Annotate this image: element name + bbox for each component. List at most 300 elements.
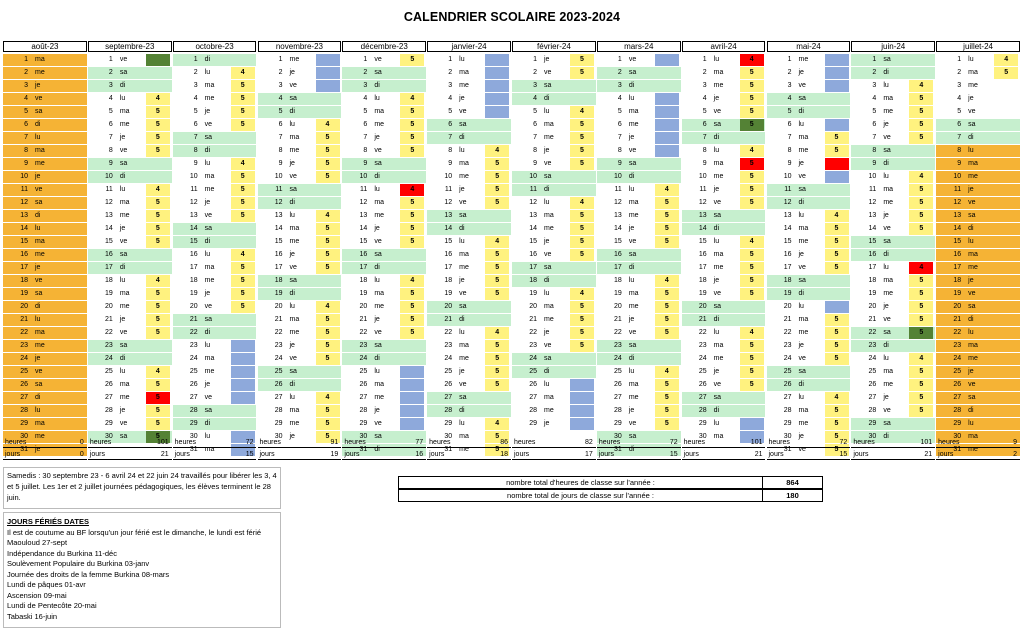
- month-column: [767, 41, 851, 465]
- day-number: 4: [533, 95, 537, 102]
- day-name: ma: [968, 69, 978, 76]
- day-hours: 5: [909, 119, 933, 131]
- day-number: 26: [105, 381, 113, 388]
- day-hours: 5: [655, 392, 679, 404]
- day-cell: [851, 158, 935, 171]
- day-number: 19: [20, 290, 28, 297]
- day-cell: [936, 366, 1020, 379]
- day-number: 12: [868, 199, 877, 206]
- day-cell: [767, 171, 851, 184]
- day-cell: [88, 93, 172, 106]
- day-name: di: [628, 82, 635, 89]
- day-cell: [258, 67, 342, 80]
- day-name: je: [968, 368, 974, 375]
- day-number: 19: [274, 290, 283, 297]
- holidays-heading: JOURS FÉRIÉS DATES: [7, 517, 89, 526]
- day-name: lu: [883, 355, 889, 362]
- day-number: 6: [193, 121, 198, 128]
- day-number: 5: [787, 108, 792, 115]
- day-number: 24: [953, 355, 962, 362]
- day-number: 6: [787, 121, 792, 128]
- day-hours: 5: [909, 93, 933, 105]
- day-hours: 5: [825, 444, 849, 456]
- day-cell: [682, 223, 766, 236]
- day-number: 1: [363, 56, 368, 63]
- day-number: 30: [105, 433, 113, 440]
- day-name: lu: [883, 82, 889, 89]
- day-cell: [512, 145, 596, 158]
- month-column: [427, 41, 511, 465]
- day-number: 12: [783, 199, 792, 206]
- day-hours: [994, 210, 1018, 222]
- day-name: di: [204, 238, 211, 245]
- day-number: 5: [617, 108, 622, 115]
- day-hours: 4: [655, 184, 679, 196]
- day-name: ve: [374, 420, 382, 427]
- total-label: jours: [514, 451, 530, 458]
- day-name: lu: [35, 134, 41, 141]
- day-number: 16: [953, 251, 962, 258]
- day-number: 17: [20, 264, 28, 271]
- day-number: 16: [698, 251, 707, 258]
- day-hours: 4: [825, 210, 849, 222]
- day-cell: [342, 223, 426, 236]
- day-hours: 5: [231, 106, 255, 118]
- day-number: 26: [698, 381, 707, 388]
- month-column: [3, 41, 87, 465]
- day-hours: [485, 314, 509, 326]
- day-name: lu: [968, 420, 974, 427]
- day-name: je: [713, 95, 720, 102]
- day-hours: 5: [146, 210, 170, 222]
- day-cell: [427, 54, 511, 67]
- day-number: 13: [953, 212, 962, 219]
- day-name: di: [798, 381, 804, 388]
- day-name: ve: [35, 186, 43, 193]
- day-hours: 5: [740, 275, 764, 287]
- day-hours: 4: [825, 392, 849, 404]
- day-hours: 5: [400, 145, 424, 157]
- day-cell: [88, 418, 172, 431]
- day-number: 11: [614, 186, 622, 193]
- day-cell: [88, 223, 172, 236]
- day-name: ve: [628, 329, 637, 336]
- day-hours: 5: [909, 405, 933, 417]
- day-cell: [767, 353, 851, 366]
- day-hours: [61, 262, 85, 274]
- day-number: 2: [533, 69, 537, 76]
- day-name: je: [119, 134, 126, 141]
- day-cell: [173, 236, 257, 249]
- day-name: je: [883, 212, 889, 219]
- day-cell: [258, 340, 342, 353]
- day-number: 3: [533, 82, 537, 89]
- day-number: 23: [189, 342, 198, 349]
- day-hours: 5: [909, 197, 933, 209]
- total-label: jours: [853, 451, 869, 458]
- day-number: 10: [189, 173, 198, 180]
- day-name: me: [968, 446, 978, 453]
- day-number: 4: [787, 95, 792, 102]
- month-column: [512, 41, 596, 465]
- day-number: 17: [783, 264, 792, 271]
- day-name: ma: [628, 108, 639, 115]
- day-number: 29: [783, 420, 792, 427]
- day-hours: [994, 275, 1018, 287]
- day-name: je: [883, 303, 889, 310]
- total-value: 91: [330, 439, 339, 446]
- day-cell: [427, 314, 511, 327]
- day-name: me: [459, 264, 469, 271]
- day-name: me: [544, 316, 554, 323]
- day-cell: [767, 132, 851, 145]
- day-hours: [61, 158, 85, 170]
- day-cell: [682, 158, 766, 171]
- total-value: 2: [1013, 451, 1017, 458]
- day-number: 9: [24, 160, 28, 167]
- holiday-item: Lundi de Pentecôte 20-mai: [7, 601, 97, 610]
- day-name: me: [35, 342, 45, 349]
- day-cell: [342, 80, 426, 93]
- day-number: 20: [783, 303, 792, 310]
- day-hours: 5: [146, 405, 170, 417]
- day-cell: [427, 249, 511, 262]
- day-number: 28: [783, 407, 792, 414]
- day-cell: [851, 197, 935, 210]
- day-number: 6: [363, 121, 368, 128]
- day-cell: [936, 145, 1020, 158]
- day-name: di: [544, 277, 550, 284]
- month-total-heures: [3, 437, 87, 448]
- day-hours: [994, 314, 1018, 326]
- day-name: je: [883, 121, 889, 128]
- calendar-grid: [3, 41, 1021, 465]
- day-name: lu: [968, 56, 974, 63]
- day-cell: [597, 405, 681, 418]
- day-number: 16: [189, 251, 198, 258]
- day-number: 30: [359, 433, 368, 440]
- day-cell: [682, 184, 766, 197]
- day-name: lu: [883, 173, 889, 180]
- saturday-note: Samedis : 30 septembre 23 - 6 avril 24 et 22 juin 24 travaillés pour libérer les 3, 4 et 5 juillet. Les 1er et 2 juillet journées pédagogiques, les élèves terminent le 28 juin.: [3, 467, 281, 509]
- day-number: 21: [529, 316, 537, 323]
- day-number: 20: [359, 303, 368, 310]
- day-number: 17: [274, 264, 283, 271]
- day-number: 3: [702, 82, 707, 89]
- day-number: 14: [105, 225, 113, 232]
- day-number: 22: [614, 329, 622, 336]
- day-hours: 5: [400, 301, 424, 313]
- day-name: lu: [459, 238, 465, 245]
- day-number: 8: [702, 147, 707, 154]
- day-number: 1: [108, 56, 113, 63]
- day-hours: [655, 132, 679, 144]
- day-number: 28: [105, 407, 113, 414]
- day-cell: [342, 379, 426, 392]
- day-number: 4: [448, 95, 453, 102]
- day-number: 25: [783, 368, 792, 375]
- day-number: 18: [189, 277, 198, 284]
- total-value: 86: [500, 439, 508, 446]
- day-number: 31: [359, 446, 368, 453]
- day-number: 21: [953, 316, 962, 323]
- day-number: 14: [444, 225, 453, 232]
- day-hours: [825, 119, 849, 131]
- total-label: jours: [344, 451, 360, 458]
- day-cell: [3, 197, 87, 210]
- day-name: lu: [713, 420, 720, 427]
- day-cell: [258, 366, 342, 379]
- month-total-heures: [682, 437, 766, 448]
- day-cell: [342, 392, 426, 405]
- day-name: ve: [798, 82, 806, 89]
- day-hours: 5: [570, 132, 594, 144]
- day-number: 15: [614, 238, 622, 245]
- day-name: sa: [119, 160, 128, 167]
- day-cell: [3, 236, 87, 249]
- day-hours: 4: [316, 301, 340, 313]
- day-number: 26: [20, 381, 28, 388]
- day-hours: [61, 67, 85, 79]
- day-cell: [682, 405, 766, 418]
- day-hours: 5: [146, 236, 170, 248]
- day-number: 4: [24, 95, 28, 102]
- day-cell: [342, 106, 426, 119]
- day-hours: [994, 171, 1018, 183]
- day-number: 1: [24, 56, 28, 63]
- day-name: ve: [289, 355, 297, 362]
- day-hours: [61, 223, 85, 235]
- day-number: 18: [953, 277, 962, 284]
- month-total-heures: [597, 437, 681, 448]
- day-cell: [427, 301, 511, 314]
- day-number: 21: [868, 316, 877, 323]
- day-name: sa: [544, 173, 552, 180]
- day-number: 11: [699, 186, 707, 193]
- day-hours: 5: [485, 340, 509, 352]
- day-number: 10: [529, 173, 537, 180]
- day-cell: [597, 288, 681, 301]
- day-hours: 5: [400, 327, 424, 339]
- day-hours: [825, 301, 849, 313]
- day-hours: 4: [146, 184, 170, 196]
- day-cell: [767, 366, 851, 379]
- day-name: lu: [204, 433, 211, 440]
- day-number: 3: [957, 82, 962, 89]
- day-name: me: [883, 290, 894, 297]
- day-cell: [597, 327, 681, 340]
- day-name: ma: [374, 199, 385, 206]
- day-name: ma: [374, 108, 385, 115]
- day-number: 11: [20, 186, 28, 193]
- day-cell: [936, 379, 1020, 392]
- day-number: 13: [105, 212, 113, 219]
- day-hours: [316, 379, 340, 391]
- day-number: 26: [529, 381, 537, 388]
- day-hours: 5: [316, 353, 340, 365]
- day-hours: [61, 184, 85, 196]
- day-hours: 5: [909, 210, 933, 222]
- day-hours: [231, 54, 255, 66]
- day-number: 10: [105, 173, 113, 180]
- day-number: 27: [698, 394, 707, 401]
- day-number: 28: [444, 407, 453, 414]
- day-hours: [825, 158, 849, 170]
- day-cell: [682, 340, 766, 353]
- day-hours: [400, 340, 424, 352]
- day-hours: 5: [400, 210, 424, 222]
- day-name: ma: [713, 69, 724, 76]
- day-name: sa: [374, 160, 382, 167]
- day-hours: 5: [825, 236, 849, 248]
- day-number: 20: [614, 303, 622, 310]
- day-name: lu: [968, 329, 974, 336]
- day-hours: [146, 262, 170, 274]
- day-cell: [936, 353, 1020, 366]
- day-cell: [512, 275, 596, 288]
- day-cell: [682, 67, 766, 80]
- day-hours: 5: [825, 431, 849, 443]
- day-number: 22: [953, 329, 962, 336]
- day-hours: 4: [231, 249, 255, 261]
- day-number: 10: [614, 173, 622, 180]
- day-cell: [851, 171, 935, 184]
- day-number: 2: [702, 69, 707, 76]
- day-cell: [512, 223, 596, 236]
- day-cell: [427, 392, 511, 405]
- day-hours: [994, 327, 1018, 339]
- day-name: je: [544, 238, 550, 245]
- day-cell: [936, 184, 1020, 197]
- day-cell: [258, 93, 342, 106]
- day-cell: [173, 314, 257, 327]
- day-name: me: [628, 212, 639, 219]
- day-name: ve: [289, 264, 297, 271]
- day-hours: 5: [231, 288, 255, 300]
- day-name: ma: [119, 108, 130, 115]
- day-number: 28: [953, 407, 962, 414]
- day-number: 20: [529, 303, 537, 310]
- day-number: 14: [20, 225, 28, 232]
- day-cell: [427, 223, 511, 236]
- day-name: sa: [798, 277, 806, 284]
- day-hours: 5: [740, 67, 764, 79]
- day-hours: 5: [400, 288, 424, 300]
- day-number: 25: [105, 368, 113, 375]
- summary-row-days: [398, 489, 823, 502]
- day-name: ma: [628, 290, 639, 297]
- day-hours: [825, 171, 849, 183]
- day-name: ma: [119, 199, 130, 206]
- day-cell: [3, 379, 87, 392]
- day-hours: [61, 379, 85, 391]
- day-cell: [512, 262, 596, 275]
- day-name: sa: [628, 342, 637, 349]
- day-name: ma: [459, 160, 469, 167]
- day-number: 19: [953, 290, 962, 297]
- day-hours: [61, 392, 85, 404]
- day-hours: [570, 366, 594, 378]
- day-number: 15: [698, 238, 707, 245]
- day-number: 29: [698, 420, 707, 427]
- day-cell: [682, 288, 766, 301]
- day-cell: [936, 197, 1020, 210]
- day-number: 18: [274, 277, 283, 284]
- day-hours: [994, 80, 1018, 92]
- day-number: 6: [957, 121, 962, 128]
- day-name: sa: [883, 329, 891, 336]
- total-value: 16: [415, 451, 424, 458]
- total-value: 19: [330, 451, 339, 458]
- day-hours: [655, 119, 679, 131]
- day-cell: [173, 145, 257, 158]
- day-name: ma: [713, 160, 724, 167]
- day-cell: [597, 158, 681, 171]
- day-hours: [485, 54, 509, 66]
- day-name: sa: [204, 134, 213, 141]
- day-hours: 5: [570, 327, 594, 339]
- day-number: 13: [189, 212, 198, 219]
- day-number: 27: [953, 394, 962, 401]
- day-cell: [427, 80, 511, 93]
- day-cell: [851, 340, 935, 353]
- day-hours: 5: [655, 197, 679, 209]
- day-name: di: [628, 355, 635, 362]
- day-number: 13: [529, 212, 537, 219]
- day-name: di: [883, 69, 889, 76]
- day-name: je: [968, 95, 974, 102]
- day-name: ma: [119, 381, 130, 388]
- day-number: 2: [278, 69, 283, 76]
- day-hours: 5: [825, 405, 849, 417]
- day-cell: [427, 171, 511, 184]
- day-hours: [994, 106, 1018, 118]
- day-number: 31: [20, 446, 28, 453]
- day-cell: [851, 392, 935, 405]
- day-name: me: [628, 394, 639, 401]
- day-number: 16: [783, 251, 792, 258]
- day-number: 22: [698, 329, 707, 336]
- day-name: ve: [883, 316, 891, 323]
- day-name: je: [289, 69, 295, 76]
- day-cell: [3, 223, 87, 236]
- day-hours: 5: [825, 249, 849, 261]
- day-hours: [909, 67, 933, 79]
- day-cell: [427, 184, 511, 197]
- day-cell: [512, 67, 596, 80]
- day-hours: 5: [825, 262, 849, 274]
- day-hours: [994, 197, 1018, 209]
- day-hours: 5: [909, 184, 933, 196]
- day-hours: 5: [485, 353, 509, 365]
- day-hours: 5: [570, 223, 594, 235]
- day-number: 18: [359, 277, 368, 284]
- day-cell: [936, 249, 1020, 262]
- day-number: 15: [20, 238, 28, 245]
- day-cell: [597, 236, 681, 249]
- day-number: 27: [529, 394, 537, 401]
- day-name: sa: [459, 121, 467, 128]
- day-name: di: [289, 290, 295, 297]
- day-hours: 5: [485, 262, 509, 274]
- day-name: me: [628, 303, 639, 310]
- day-number: 16: [444, 251, 453, 258]
- day-hours: [231, 314, 255, 326]
- day-name: ve: [968, 199, 976, 206]
- day-hours: [655, 106, 679, 118]
- month-total-heures: [427, 437, 511, 448]
- day-number: 20: [698, 303, 707, 310]
